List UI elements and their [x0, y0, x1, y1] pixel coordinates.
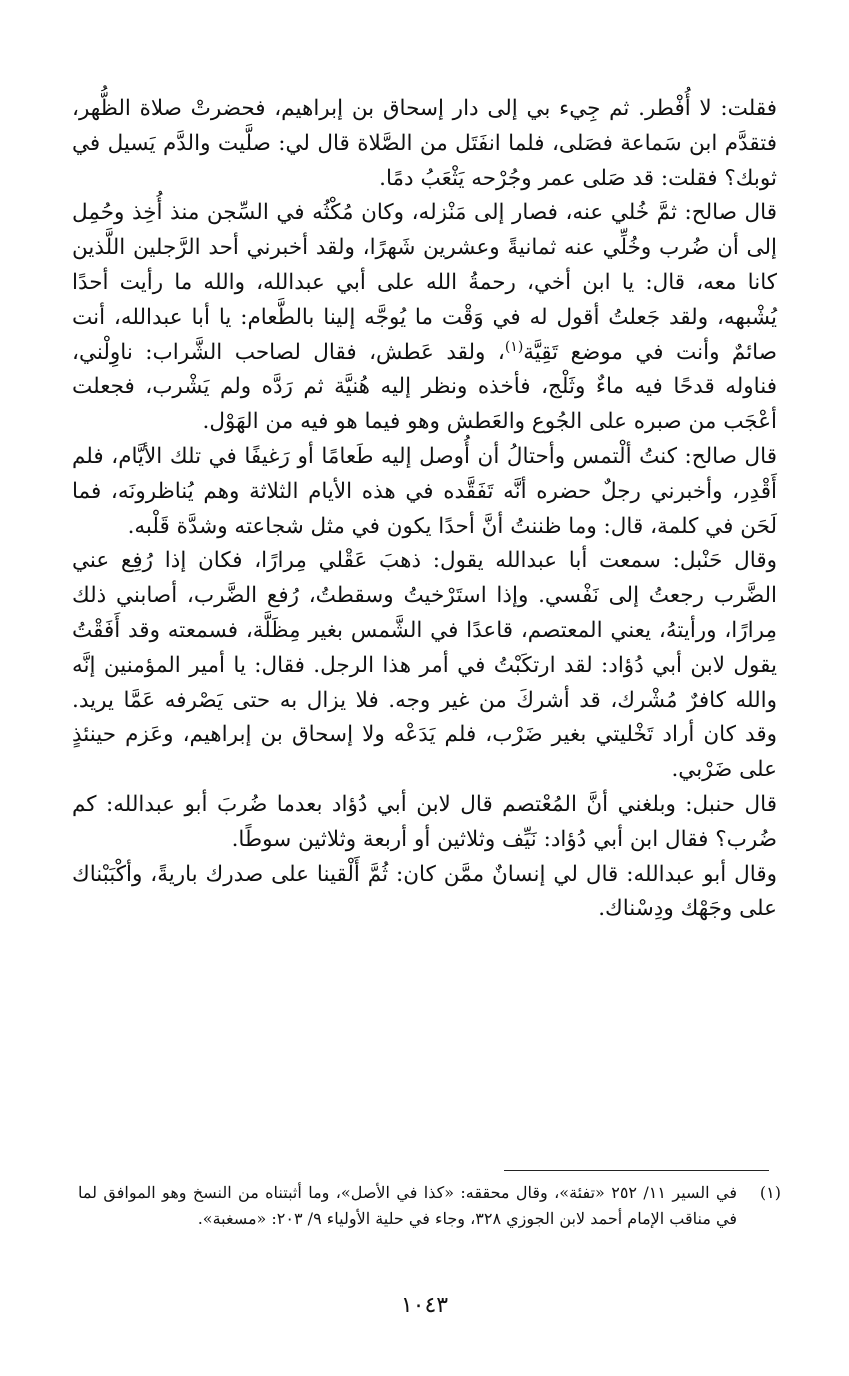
paragraph-1: فقلت: لا أُفْطر. ثم جِيء بي إلى دار إسحاق بن إبراهيم، فحضرتْ صلاة الظُّهر، فتقدَّم ابن سَماعة فصَلى، فلما انفَتَل من الصَّلاة قال لي: صلَّيت والدَّم يَسيل في ثوبك؟ فقلت: قد صَلى عمر وجُرْحه يَثْعَبُ دمًا. [72, 96, 777, 191]
paragraph-5: قال حنبل: وبلغني أنَّ المُعْتصم قال لابن أبي دُؤاد بعدما ضُربَ أبو عبدالله: كم ضُرب؟ فقال ابن أبي دُؤاد: نَيِّف وثلاثين أو أربعة وثلاثين سوطًا. [72, 791, 777, 852]
footnotes [78, 1180, 781, 1232]
paragraph-2-text: قال صالح: ثمَّ خُلي عنه، فصار إلى مَنْزله، وكان مُكْثُه في السِّجن منذ أُخِذ وحُمِل إلى أن ضُرب وخُلِّي عنه ثمانيةً وعشرين شَهرًا، ولقد أخبرني أحد الرَّجلين اللَّذين كانا معه، قال: يا ابن أخي، رحمةُ الله على أبي عبدالله، والله ما رأيت أحدًا يُشْبهه، ولقد جَعلتُ أقول له في وَقْت ما يُوجَّه إلينا بالطَّعام: يا أبا عبدالله، أنت صائمٌ وأنت في موضع تَقِيَّة [72, 200, 777, 365]
footnote-1 [78, 1180, 781, 1232]
footnote-number: (١) [759, 1183, 781, 1202]
paragraph-6: وقال أبو عبدالله: قال لي إنسانٌ ممَّن كان: ثُمَّ أَلْقينا على صدرك باريةً، وأكْبَبْناك على وجَهْك ودِسْناك. [72, 861, 777, 922]
paragraph-2-continuation: ، ولقد عَطش، فقال لصاحب الشَّراب: ناوِلْني، فناوله قدحًا فيه ماءٌ وثَلْج، فأخذه ونظر إليه هُنيَّة ثم رَدَّه ولم يَشْرب، فجعلت أعْجَب من صبره على الجُوع والعَطش وهو فيما هو فيه من الهَوْل. [72, 339, 777, 435]
page-number: ١٠٤٣ [400, 1293, 449, 1318]
paragraph-2 [72, 196, 777, 440]
footnote-text: في السير ١١/ ٢٥٢ «تفئة»، وقال محققه: «كذا في الأصل»، وما أثبتناه من النسخ وهو الموافق لما في مناقب الإمام أحمد لابن الجوزي ٣٢٨، وجاء في حلية الأولياء ٩/ ٢٠٣: «مسغبة». [78, 1183, 738, 1228]
main-text [72, 92, 777, 927]
footnote-marker[interactable]: (١) [504, 338, 524, 355]
paragraph-4: وقال حَنْبل: سمعت أبا عبدالله يقول: ذهبَ عَقْلي مِرارًا، فكان إذا رُفِع عني الضَّرب رجعتُ إلى نَفْسي. وإذا استَرْخيتُ وسقطتُ، رُفع الضَّرب، أصابني ذلك مِرارًا، ورأيتهُ، يعني المعتصم، قاعدًا في الشَّمس بغير مِظَلَّة، فسمعته وقد أَفَقْتُ يقول لابن أبي دُؤاد: لقد ارتكَبْتُ في أمر هذا الرجل. فقال: يا أمير المؤمنين إنَّه والله كافرٌ مُشْرك، قد أشركَ من غير وجه. فلا يزال به حتى يَصْرفه عَمَّا يريد. وقد كان أراد تَخْليتي بغير ضَرْب، فلم يَدَعْه ولا إسحاق بن إبراهيم، وعَزم حينئذٍ على ضَرْبي. [72, 548, 777, 783]
footnote-divider [504, 1170, 769, 1171]
paragraph-3: قال صالح: كنتُ ألْتمس وأحتالُ أن أُوصل إليه طَعامًا أو رَغيفًا في تلك الأيَّام، فلم أَقْدِر، وأخبرني رجلٌ حضره أنَّه تَفَقَّده في هذه الأيام الثلاثة وهم يُناظرونَه، فما لَحَن في كلمة، قال: وما ظننتُ أنَّ أحدًا يكون في مثل شجاعته وشدَّة قَلْبه. [72, 443, 777, 539]
